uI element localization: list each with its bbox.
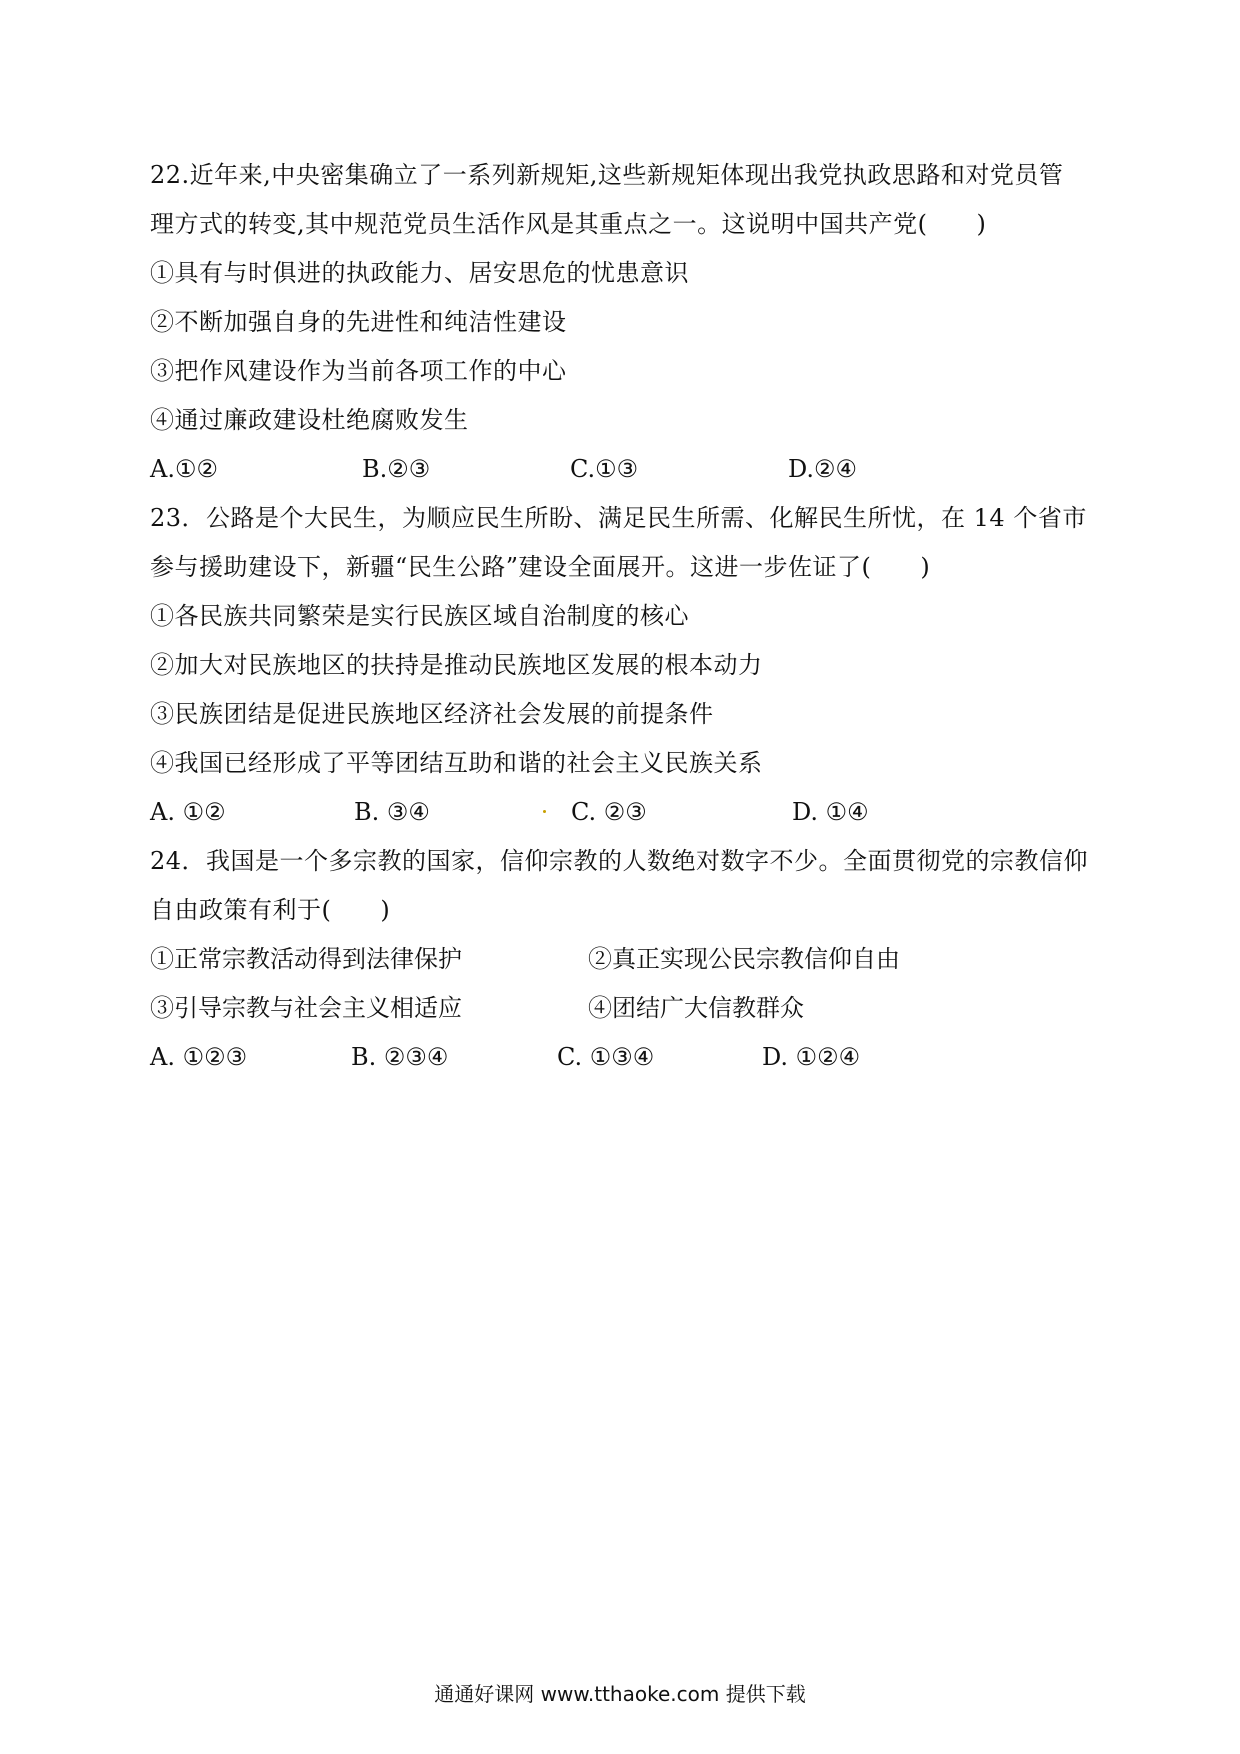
q22-item-2: ②不断加强自身的先进性和纯洁性建设	[150, 308, 567, 336]
q22-stem-line-1: 22.近年来,中央密集确立了一系列新规矩,这些新规矩体现出我党执政思路和对党员管	[150, 161, 1064, 189]
q23-stem-line-1: 23．公路是个大民生，为顺应民生所盼、满足民生所需、化解民生所忧，在 14 个省市	[150, 504, 1087, 532]
q22-option-d: D.②④	[788, 455, 858, 483]
q23-item-2: ②加大对民族地区的扶持是推动民族地区发展的根本动力	[150, 651, 763, 679]
q24-option-a: A. ①②③	[150, 1043, 248, 1071]
q24-item-4: ④团结广大信教群众	[588, 994, 804, 1022]
q23-item-1: ①各民族共同繁荣是实行民族区域自治制度的核心	[150, 602, 689, 630]
q23-option-c: C. ②③	[571, 798, 647, 826]
q24-option-d: D. ①②④	[762, 1043, 861, 1071]
stray-mark	[543, 810, 546, 813]
q22-option-c: C.①③	[570, 455, 639, 483]
q23-stem-line-2: 参与援助建设下，新疆“民生公路”建设全面展开。这进一步佐证了( )	[150, 553, 931, 581]
q23-option-a: A. ①②	[150, 798, 226, 826]
page-footer: 通通好课网 www.tthaoke.com 提供下载	[434, 1682, 806, 1706]
q24-option-c: C. ①③④	[557, 1043, 655, 1071]
q23-item-3: ③民族团结是促进民族地区经济社会发展的前提条件	[150, 700, 714, 728]
q24-option-b: B. ②③④	[351, 1043, 449, 1071]
q24-item-3: ③引导宗教与社会主义相适应	[150, 994, 462, 1022]
q22-item-1: ①具有与时俱进的执政能力、居安思危的忧患意识	[150, 259, 689, 287]
q22-option-b: B.②③	[362, 455, 431, 483]
q22-item-4: ④通过廉政建设杜绝腐败发生	[150, 406, 469, 434]
q22-item-3: ③把作风建设作为当前各项工作的中心	[150, 357, 567, 385]
q22-stem-line-2: 理方式的转变,其中规范党员生活作风是其重点之一。这说明中国共产党( )	[150, 210, 987, 238]
q23-item-4: ④我国已经形成了平等团结互助和谐的社会主义民族关系	[150, 749, 763, 777]
q22-option-a: A.①②	[150, 455, 218, 483]
q23-option-d: D. ①④	[792, 798, 869, 826]
q24-item-1: ①正常宗教活动得到法律保护	[150, 945, 462, 973]
q23-option-b: B. ③④	[354, 798, 430, 826]
q24-item-2: ②真正实现公民宗教信仰自由	[588, 945, 900, 973]
q24-stem-line-2: 自由政策有利于( )	[150, 896, 391, 924]
q24-stem-line-1: 24．我国是一个多宗教的国家，信仰宗教的人数绝对数字不少。全面贯彻党的宗教信仰	[150, 847, 1089, 875]
